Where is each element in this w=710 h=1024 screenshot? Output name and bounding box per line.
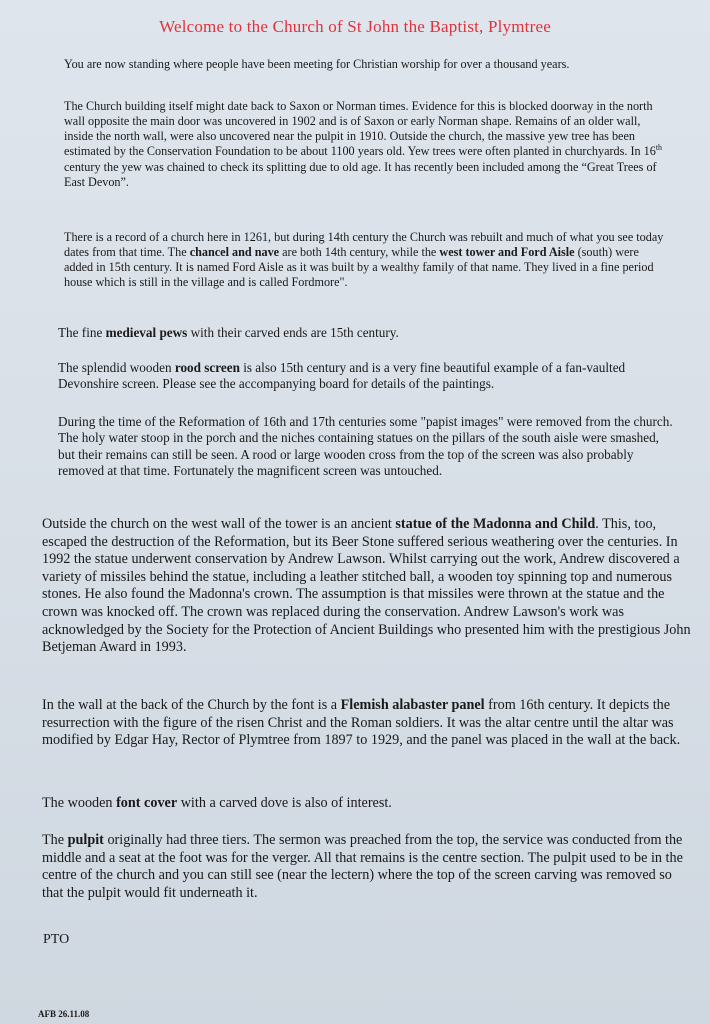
paragraph-rebuilding — [64, 230, 664, 291]
text-segment: During the time of the Reformation of 16th and 17th centuries some "papist images" were removed from the church. The holy water stoop in the porch and the niches containing statues on the pillars of the south aisle were smashed, but their remains can still be seen. A rood or large wooden cross from the top of the screen was also probably removed at that time. Fortunately the magnificent screen was untouched. — [58, 414, 673, 479]
text-segment: The — [42, 832, 68, 848]
text-segment: . This, too, escaped the destruction of the Reformation, but its Beer Stone suffered serious weathering over the centuries. In 1992 the statue underwent conservation by Andrew Lawson. Whilst carrying out the work, Andrew discovered a variety of missiles behind the statue, including a leather stitched ball, a wooden toy spinning top and numerous stones. He also found the Madonna's crown. The assumption is that missiles were thrown at the statue and the crown was knocked off. The crown was replaced during the conservation. Andrew Lawson's work was acknowledged by the Society for the Protection of Ancient Buildings who presented him with the prestigious John Betjeman Award in 1993. — [42, 516, 691, 656]
paragraph-madonna-statue — [42, 516, 692, 657]
paragraph-font-cover — [42, 795, 692, 813]
text-segment: with a carved dove is also of interest. — [177, 795, 392, 811]
text-segment: is also 15th century and is a very fine beautiful example of a fan-vaulted Devonshire screen. Please see the accompanying board for details of the paintings. — [58, 360, 626, 392]
paragraph-intro — [64, 57, 664, 72]
paragraph-reformation — [58, 414, 678, 479]
text-segment: from 16th century. It depicts the resurrection with the figure of the risen Christ and the Roman soldiers. It was the altar centre until the altar was modified by Edgar Hay, Rector of Plymtree from 1897 to 1929, and the panel was placed in the wall at the back. — [42, 697, 681, 749]
text-segment: In the wall at the back of the Church by the font is a — [42, 697, 341, 713]
bold-phrase: chancel and nave — [189, 245, 280, 260]
text-segment: (south) were added in 15th century. It is named Ford Aisle as it was built by a wealthy family of that name. They lived in a fine period house which is still in the village and is called Fordmore". — [64, 245, 654, 290]
paragraph-alabaster-panel — [42, 697, 692, 750]
paragraph-rood-screen — [58, 360, 678, 393]
text-segment: century the yew was chained to check its splitting due to old age. It has recently been included among the “Great Trees of East Devon”. — [64, 159, 657, 189]
text-segment: The Church building itself might date back to Saxon or Norman times. Evidence for this is blocked doorway in the north wall opposite the main door was uncovered in 1902 and is of Saxon or early Norman shape. Remains of an older wall, inside the north wall, were also uncovered near the pulpit in 1910. Outside the church, the massive yew tree has been estimated by the Conservation Foundation to be about 1100 years old. Yew trees were often planted in churchyards. In 16 — [64, 99, 656, 159]
text-segment: are both 14th century, while the — [279, 245, 440, 260]
text-segment: originally had three tiers. The sermon was preached from the top, the service was conducted from the middle and a seat at the foot was for the verger. All that remains is the centre section. The pulpit used to be in the centre of the church and you can still see (near the lectern) where the top of the screen carving was removed so that the pulpit would fit underneath it. — [42, 832, 683, 901]
text-segment: The splendid wooden — [58, 360, 175, 375]
text-segment: You are now standing where people have been meeting for Christian worship for over a thousand years. — [64, 57, 570, 71]
superscript: th — [655, 143, 663, 153]
text-segment: Outside the church on the west wall of the tower is an ancient — [42, 516, 396, 532]
bold-phrase: Flemish alabaster panel — [340, 697, 485, 713]
bold-phrase: pulpit — [67, 832, 104, 848]
text-segment: The wooden — [42, 795, 117, 811]
paragraph-pulpit — [42, 832, 692, 902]
text-segment: There is a record of a church here in 1261, but during 14th century the Church was rebuilt and much of what you see today dates from that time. The — [64, 230, 664, 260]
paragraph-saxon-origins — [64, 99, 664, 190]
bold-phrase: font cover — [116, 795, 178, 811]
board-title: Welcome to the Church of St John the Baptist, Plymtree — [159, 17, 551, 36]
paragraph-pews — [58, 325, 678, 341]
footer-reference: AFB 26.11.08 — [38, 1009, 90, 1019]
bold-phrase: statue of the Madonna and Child — [395, 516, 596, 532]
bold-phrase: medieval pews — [105, 325, 188, 340]
bold-phrase: rood screen — [174, 360, 240, 375]
bold-phrase: west tower and Ford Aisle — [439, 245, 575, 260]
pto-note: PTO — [43, 932, 70, 947]
text-segment: The fine — [58, 325, 106, 340]
text-segment: with their carved ends are 15th century. — [187, 325, 399, 340]
